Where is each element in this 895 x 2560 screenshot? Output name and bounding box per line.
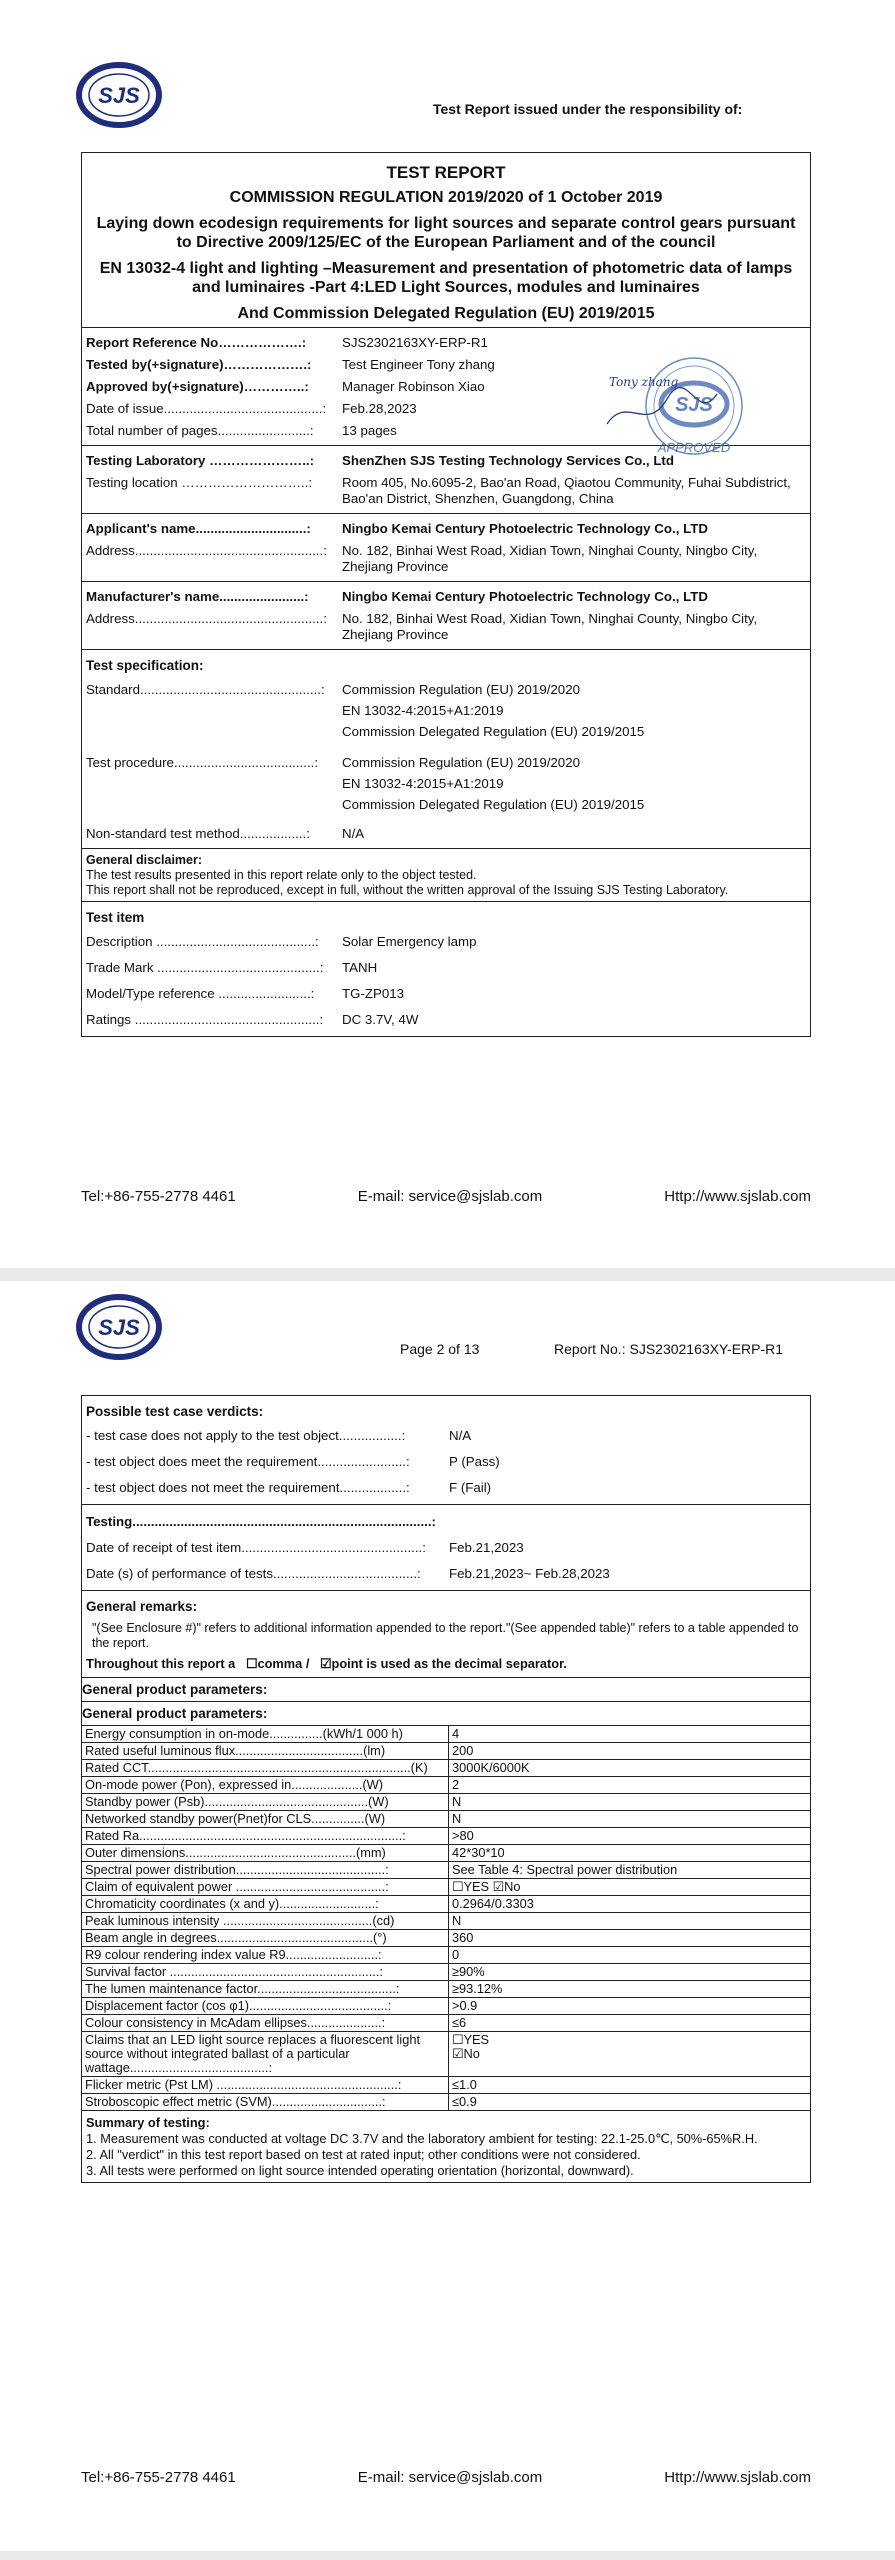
lab-section: Testing Laboratory …………………..: ShenZhen SJS Testing Technology Services Co., Ltd Testing location ………………………..: Room 405, No.6095-2, Bao'an Road, Qiaotou Community, Fuhai Subdistrict, Bao'an District, Shenzhen, Guangdong, China <box>82 445 810 513</box>
param-label: Claim of equivalent power ..........................................: <box>82 1879 449 1896</box>
param-row <box>82 1896 810 1913</box>
svg-text:SJS: SJS <box>675 394 713 416</box>
param-row <box>82 1964 810 1981</box>
gp-heading-1: General product parameters: <box>82 1677 810 1701</box>
decimal-separator-line: Throughout this report a ☐comma / ☑point is used as the decimal separator. <box>86 1656 567 1671</box>
standards-list: Commission Regulation (EU) 2019/2020 EN 13032-4:2015+A1:2019 Commission Delegated Regulation (EU) 2019/2015 <box>342 682 645 739</box>
param-value: N <box>449 1794 811 1811</box>
param-label: Stroboscopic effect metric (SVM)...............................: <box>82 2094 449 2111</box>
param-value: 42*30*10 <box>449 1845 811 1862</box>
param-label: Colour consistency in McAdam ellipses.....................: <box>82 2015 449 2032</box>
sjs-logo-text: SJS <box>98 83 140 108</box>
svg-text:SJS: SJS <box>98 1315 140 1340</box>
param-value: ≤1.0 <box>449 2077 811 2094</box>
param-label: Energy consumption in on-mode...............(kWh/1 000 h) <box>82 1726 449 1743</box>
param-label: R9 colour rendering index value R9..........................: <box>82 1947 449 1964</box>
param-label: Flicker metric (Pst LM) ...................................................: <box>82 2077 449 2094</box>
info-row: Approved by(+signature)…………..: Manager Robinson Xiao <box>86 379 485 394</box>
param-label: Chromaticity coordinates (x and y)...........................: <box>82 1896 449 1913</box>
param-value: 4 <box>449 1726 811 1743</box>
param-value: ☐YES ☑No <box>449 1879 811 1896</box>
param-label: Outer dimensions................................................(mm) <box>82 1845 449 1862</box>
point-checkbox-icon[interactable]: ☑ <box>320 1656 332 1671</box>
testing-section: Testing.................................................................................: Date of receipt of test item.................................................: Feb.21,2023 Date (s) of performance of tests.......................................: Feb.21,2023~ Feb.28,2023 <box>82 1504 810 1590</box>
issued-line: Test Report issued under the responsibility of: <box>433 101 743 117</box>
param-label: The lumen maintenance factor.......................................: <box>82 1981 449 1998</box>
param-value: 0.2964/0.3303 <box>449 1896 811 1913</box>
param-label: On-mode power (Pon), expressed in....................(W) <box>82 1777 449 1794</box>
param-value: ≤0.9 <box>449 2094 811 2111</box>
param-label: Networked standby power(Pnet)for CLS...............(W) <box>82 1811 449 1828</box>
param-row <box>82 1913 810 1930</box>
param-row <box>82 1794 810 1811</box>
test-spec-section: Test specification: Standard.................................................: Commission Regulation (EU) 2019/2020 EN 13032-4:2015+A1:2019 Commission Delegated Regulation (EU) 2019/2015 Test procedure......................................: Commission Regulation (EU) 2019/2020 EN 13032-4:2015+A1:2019 Commission Delegated Regulation (EU) 2019/2015 Non-standard test method..................: N/A <box>82 649 810 848</box>
sjs-logo <box>76 1294 162 1360</box>
approval-stamp <box>597 354 757 464</box>
disclaimer-section: General disclaimer: The test results presented in this report relate only to the object tested. This report shall not be reproduced, except in full, without the written approval of the Issuing SJS Testing Laboratory. <box>82 848 810 901</box>
test-spec-heading: Test specification: <box>86 658 204 673</box>
footer-tel: Tel:+86-755-2778 4461 <box>81 1188 236 1205</box>
report-body-box <box>81 1395 811 2183</box>
report-title: TEST REPORT <box>386 163 506 182</box>
param-label: Rated Ra..........................................................................: <box>82 1828 449 1845</box>
param-value: N <box>449 1811 811 1828</box>
footer-page-2: Tel:+86-755-2778 4461 E-mail: service@sjslab.com Http://www.sjslab.com <box>81 2469 811 2486</box>
footer-email: E-mail: service@sjslab.com <box>357 1188 543 1205</box>
param-row <box>82 2015 810 2032</box>
param-row <box>82 1947 810 1964</box>
remarks-section: General remarks: "(See Enclosure #)" refers to additional information appended to the report."(See appended table)" refers to a table appended to the report. Throughout this report a ☐comma / ☑point is used as the decimal separator. <box>82 1590 810 1677</box>
test-item-section: Test item Description ...........................................: Solar Emergency lamp Trade Mark ............................................: TANH Model/Type reference .........................: TG-ZP013 Ratings ..................................................: DC 3.7V, 4W <box>82 901 810 1036</box>
info-row: Tested by(+signature)……………….: Test Engineer Tony zhang <box>86 357 495 372</box>
info-row: Total number of pages.........................: 13 pages <box>86 423 397 438</box>
param-row <box>82 1726 810 1743</box>
regulation-title: COMMISSION REGULATION 2019/2020 of 1 October 2019 <box>229 189 663 206</box>
sjs-logo <box>76 62 162 128</box>
lab-location: Room 405, No.6095-2, Bao'an Road, Qiaotou Community, Fuhai Subdistrict, Bao'an District, Shenzhen, Guangdong, China <box>342 475 791 506</box>
param-row <box>82 1930 810 1947</box>
footer-web: Http://www.sjslab.com <box>664 1188 811 1205</box>
report-page-1 <box>0 0 895 1268</box>
applicant-address: No. 182, Binhai West Road, Xidian Town, Ninghai County, Ningbo City, Zhejiang Province <box>342 543 758 574</box>
param-label: Claims that an LED light source replaces a fluorescent light source without integrated ballast of a particular wattage.......................................: <box>82 2032 449 2077</box>
report-number: Report No.: SJS2302163XY-ERP-R1 <box>554 1341 784 1357</box>
info-row: Date of issue...........................................: Feb.28,2023 <box>86 401 417 416</box>
applicant-name: Ningbo Kemai Century Photoelectric Technology Co., LTD <box>342 521 708 536</box>
disclaimer-heading: General disclaimer: <box>86 853 203 867</box>
param-row <box>82 1845 810 1862</box>
info-row: Report Reference No……………….: SJS2302163XY-ERP-R1 <box>86 335 488 350</box>
param-row <box>82 1777 810 1794</box>
report-page-2 <box>0 1281 895 2551</box>
param-value: 3000K/6000K <box>449 1760 811 1777</box>
param-value: ≥93.12% <box>449 1981 811 1998</box>
param-label: Displacement factor (cos φ1).......................................: <box>82 1998 449 2015</box>
param-row <box>82 1981 810 1998</box>
subtitle-delegated: And Commission Delegated Regulation (EU) 2019/2015 <box>237 305 655 322</box>
subtitle-en13032: EN 13032-4 light and lighting –Measurement and presentation of photometric data of lamps and luminaires -Part 4:LED Light Sources, modules and luminaires <box>99 260 793 296</box>
param-value: 360 <box>449 1930 811 1947</box>
param-row <box>82 1998 810 2015</box>
param-row <box>82 1811 810 1828</box>
comma-checkbox-icon[interactable]: ☐ <box>245 1656 258 1671</box>
verdicts-section: Possible test case verdicts: - test case does not apply to the test object.................: N/A - test object does meet the requirement........................: P (Pass) - test object does not meet the requirement..................: F (Fail) <box>86 1404 500 1495</box>
param-label: Standby power (Psb)..............................................(W) <box>82 1794 449 1811</box>
param-value: See Table 4: Spectral power distribution <box>449 1862 811 1879</box>
param-row <box>82 2032 810 2077</box>
test-item-heading: Test item <box>86 910 145 925</box>
param-row <box>82 2077 810 2094</box>
param-value: 200 <box>449 1743 811 1760</box>
page-number: Page 2 of 13 <box>400 1341 480 1357</box>
param-value: ≤6 <box>449 2015 811 2032</box>
param-label: Survival factor ...........................................................: <box>82 1964 449 1981</box>
param-value: >0.9 <box>449 1998 811 2015</box>
param-row <box>82 1760 810 1777</box>
product-parameters-table <box>82 1725 810 2110</box>
param-value: >80 <box>449 1828 811 1845</box>
footer-page-1 <box>81 1188 811 1205</box>
param-value: 0 <box>449 1947 811 1964</box>
param-value: 2 <box>449 1777 811 1794</box>
procedures-list: Commission Regulation (EU) 2019/2020 EN 13032-4:2015+A1:2019 Commission Delegated Regulation (EU) 2019/2015 <box>342 755 645 812</box>
param-row <box>82 2094 810 2111</box>
manufacturer-section: Manufacturer's name.......................: Ningbo Kemai Century Photoelectric Technology Co., LTD Address...................................................: No. 182, Binhai West Road, Xidian Town, Ninghai County, Ningbo City, Zhejiang Province <box>82 581 810 649</box>
param-row <box>82 1743 810 1760</box>
applicant-section: Applicant's name..............................: Ningbo Kemai Century Photoelectric Technology Co., LTD Address...................................................: No. 182, Binhai West Road, Xidian Town, Ninghai County, Ningbo City, Zhejiang Province <box>82 513 810 581</box>
param-row <box>82 1862 810 1879</box>
param-row <box>82 1828 810 1845</box>
param-value: ☐YES ☑No <box>449 2032 811 2077</box>
title-block <box>82 153 810 327</box>
report-cover-box <box>81 152 811 1037</box>
param-label: Peak luminous intensity ..........................................(cd) <box>82 1913 449 1930</box>
param-label: Spectral power distribution..........................................: <box>82 1862 449 1879</box>
manufacturer-name: Ningbo Kemai Century Photoelectric Technology Co., LTD <box>342 589 708 604</box>
param-label: Rated useful luminous flux....................................(lm) <box>82 1743 449 1760</box>
manufacturer-address: No. 182, Binhai West Road, Xidian Town, Ninghai County, Ningbo City, Zhejiang Province <box>342 611 758 642</box>
param-label: Beam angle in degrees............................................(°) <box>82 1930 449 1947</box>
subtitle-ecodesign: Laying down ecodesign requirements for light sources and separate control gears pursuant to Directive 2009/125/EC of the European Parliament and of the council <box>96 215 796 251</box>
lab-name: ShenZhen SJS Testing Technology Services Co., Ltd <box>342 453 674 468</box>
gp-heading-2: General product parameters: <box>82 1701 810 1725</box>
signature-tony: Tony zhang <box>609 375 679 389</box>
param-row <box>82 1879 810 1896</box>
param-label: Rated CCT..........................................................................(K) <box>82 1760 449 1777</box>
param-value: N <box>449 1913 811 1930</box>
stamp-approved-text: APPROVED <box>657 440 731 455</box>
param-value: ≥90% <box>449 1964 811 1981</box>
summary-section: Summary of testing: 1. Measurement was conducted at voltage DC 3.7V and the laboratory ambient for testing: 22.1-25.0℃, 50%-65%R.H. 2. All "verdict" in this test report based on test at rated input; other conditions were not considered. 3. All tests were performed on light source intended operating orientation (horizontal, downward). <box>82 2110 810 2182</box>
